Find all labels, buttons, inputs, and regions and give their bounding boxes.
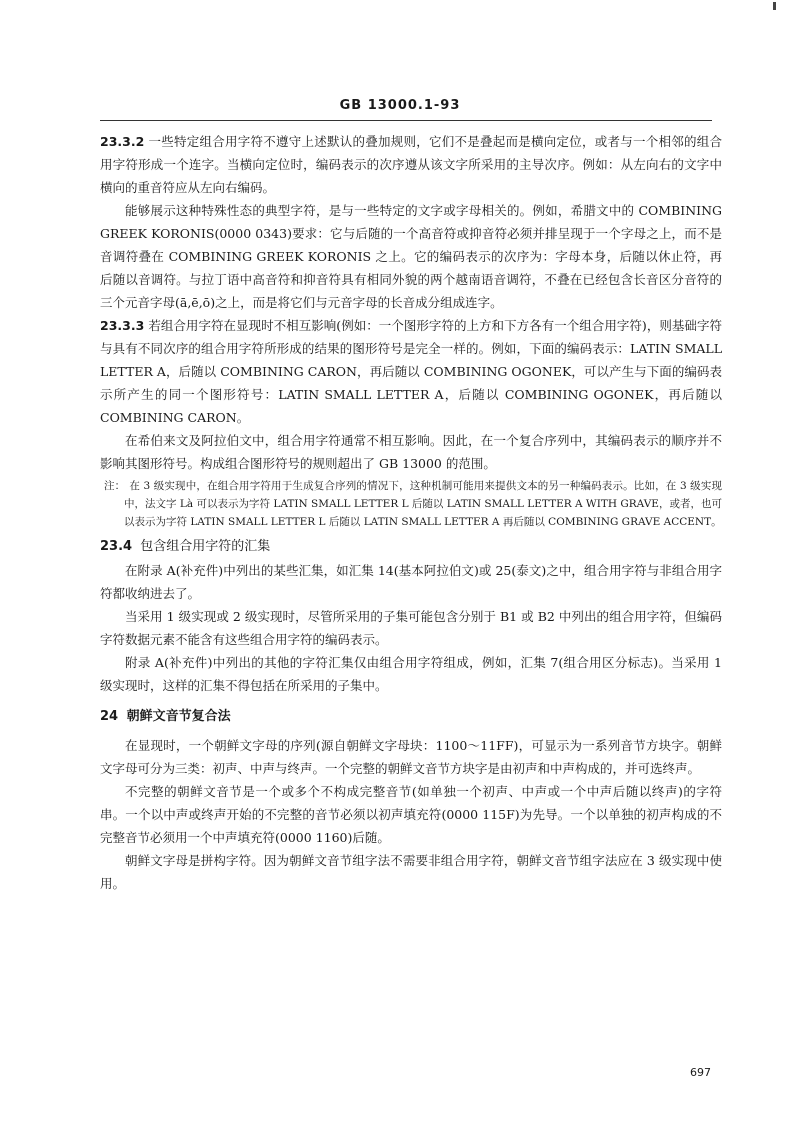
clause-23-3-2 xyxy=(100,130,722,199)
paragraph: 若组合用字符在显现时不相互影响(例如：一个图形字符的上方和下方各有一个组合用字符)，则基础字符与具有不同次序的组合用字符所形成的结果的图形符号是完全一样的。例如，下面的编码表示：LATIN SMALL LETTER A，后随以 COMBINING CARON，再后随以 COMBINING OGONEK，可以产生与下面的编码表示所产生的同一个图形符号：LATIN SMALL LETTER A，后随以 COMBINING OGONEK，再后随以 COMBINING CARON。 xyxy=(100,318,722,425)
section-number: 23.4 xyxy=(100,539,133,554)
page-content xyxy=(100,130,722,895)
paragraph: 在显现时，一个朝鲜文字母的序列(源自朝鲜文字母块：1100～11FF)，可显示为一系列音节方块字。朝鲜文字母可分为三类：初声、中声与终声。一个完整的朝鲜文音节方块字是由初声和中声构成的，并可选终声。 xyxy=(100,738,722,776)
paragraph: 朝鲜文字母是拼构字符。因为朝鲜文音节组字法不需要非组合用字符，朝鲜文音节组字法应在 3 级实现中使用。 xyxy=(100,853,722,891)
section-heading-24 xyxy=(100,705,722,728)
note-text: 在 3 级实现中，在组合用字符用于生成复合序列的情况下，这种机制可能用来提供文本的另一种编码表示。比如，在 3 级实现中，法文字 Là 可以表示为字符 LATIN SMALL LETTER L 后随以 LATIN SMALL LETTER A WITH GRAVE，或者，也可以表示为字符 LATIN SMALL LETTER L 后随以 LATIN SMALL LETTER A 再后随以 COMBINING GRAVE ACCENT。 xyxy=(124,480,723,528)
section-title: 朝鲜文音节复合法 xyxy=(126,709,231,724)
note xyxy=(100,477,722,531)
paragraph: 不完整的朝鲜文音节是一个或多个不构成完整音节(如单独一个初声、中声或一个中声后随以终声)的字符串。一个以中声或终声开始的不完整的音节必须以初声填充符(0000 115F)为先导。一个以单独的初声构成的不完整音节必须用一个中声填充符(0000 1160)后随。 xyxy=(100,784,722,845)
note-label: 注： xyxy=(104,480,126,492)
paragraph: 当采用 1 级实现或 2 级实现时，尽管所采用的子集可能包含分别于 B1 或 B2 中列出的组合用字符，但编码字符数据元素不能含有这些组合用字符的编码表示。 xyxy=(100,609,722,647)
paragraph: 能够展示这种特殊性态的典型字符，是与一些特定的文字或字母相关的。例如，希腊文中的 COMBINING GREEK KORONIS(0000 0343)要求：它与后随的一个高音符或抑音符必须并排呈现于一个字母之上，而不是音调符叠在 COMBINING GREEK KORONIS 之上。它的编码表示的次序为：字母本身，后随以休止符，再后随以音调符。与拉丁语中高音符和抑音符具有相同外貌的两个越南语音调符，不叠在已经包含长音区分音符的三个元音字母(ā,ē,ō)之上，而是将它们与元音字母的长音成分组成连字。 xyxy=(100,203,722,310)
paragraph: 在附录 A(补充件)中列出的某些汇集，如汇集 14(基本阿拉伯文)或 25(泰文)之中，组合用字符与非组合用字符都收纳进去了。 xyxy=(100,563,722,601)
paragraph: 一些特定组合用字符不遵守上述默认的叠加规则，它们不是叠起而是横向定位，或者与一个相邻的组合用字符形成一个连字。当横向定位时，编码表示的次序遵从该文字所采用的主导次序。例如：从左向右的文字中横向的重音符应从左向右编码。 xyxy=(100,134,722,195)
paragraph: 在希伯来文及阿拉伯文中，组合用字符通常不相互影响。因此，在一个复合序列中，其编码表示的顺序并不影响其图形符号。构成组合图形符号的规则超出了 GB 13000 的范围。 xyxy=(100,433,722,471)
clause-number: 23.3.3 xyxy=(100,318,145,333)
scan-edge-mark xyxy=(773,2,776,10)
clause-number: 23.3.2 xyxy=(100,134,145,149)
section-number: 24 xyxy=(100,709,119,724)
section-title: 包含组合用字符的汇集 xyxy=(140,539,271,554)
header-rule xyxy=(100,120,712,121)
section-heading-23-4 xyxy=(100,535,722,558)
page-number: 697 xyxy=(690,1066,711,1079)
page-header: GB 13000.1-93 xyxy=(339,98,461,113)
paragraph: 附录 A(补充件)中列出的其他的字符汇集仅由组合用字符组成，例如，汇集 7(组合用区分标志)。当采用 1 级实现时，这样的汇集不得包括在所采用的子集中。 xyxy=(100,655,722,693)
clause-23-3-3 xyxy=(100,314,722,429)
